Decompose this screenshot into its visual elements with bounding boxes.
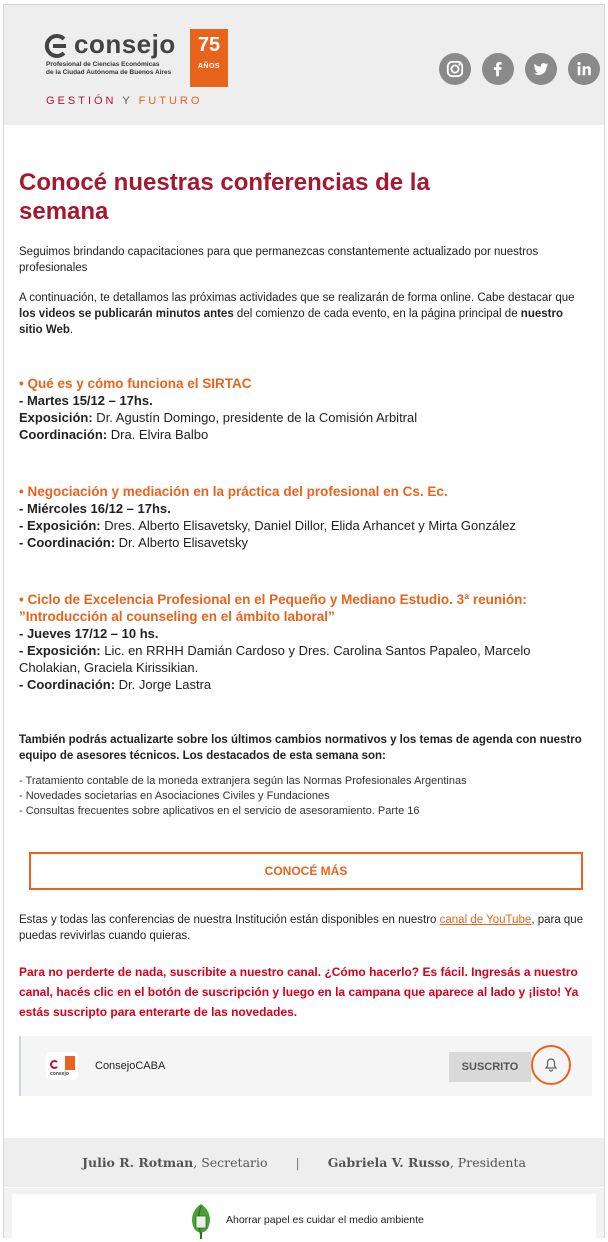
avatar-wordmark: consejo — [50, 1071, 69, 1077]
list-item: - Tratamiento contable de la moneda extranjera según las Normas Profesionales Argentinas — [19, 775, 467, 787]
event-1-coordination — [19, 426, 589, 443]
slogan-word-1: GESTIÓN — [46, 95, 117, 107]
event-2-coord-text: Dr. Alberto Elisavetsky — [115, 535, 248, 550]
consejo-c-icon — [44, 33, 70, 59]
event-1-title: • Qué es y cómo funciona el SIRTAC — [19, 376, 252, 391]
event-3-date-text: - Jueves 17/12 – 10 hs. — [19, 626, 159, 641]
event-3-exp-label: - Exposición: — [19, 643, 101, 658]
event-1-date — [19, 392, 589, 409]
anniversary-badge — [190, 29, 228, 87]
mini-logo-c-icon — [50, 1060, 59, 1069]
event-1-coord-text: Dra. Elvira Balbo — [107, 427, 209, 442]
youtube-text-b: , para que puedas revivirlas cuando quieras. — [19, 914, 584, 942]
youtube-text-a: Estas y todas las conferencias de nuestra Institución están disponibles en nuestro — [19, 914, 440, 926]
leaf-paper-icon — [186, 1202, 216, 1240]
event-2-title: • Negociación y mediación en la práctica del profesional en Cs. Ec. — [19, 484, 448, 499]
youtube-paragraph — [19, 912, 589, 944]
signatory-2 — [328, 1155, 526, 1170]
bell-icon — [543, 1057, 559, 1073]
intro2-bold-b: los videos se publicarán minutos antes — [19, 308, 234, 320]
event-3-exp-text: Lic. en RRHH Damián Cardoso y Dres. Carolina Santos Papaleo, Marcelo Cholakian, Graciela Kirissikian. — [19, 643, 531, 675]
intro2-text-e: . — [69, 324, 74, 336]
event-2-exp-label: - Exposición: — [19, 518, 101, 533]
event-2 — [19, 483, 589, 551]
mini-logo-75-icon — [65, 1056, 75, 1070]
youtube-channel-link[interactable]: canal de YouTube — [439, 914, 532, 926]
event-1 — [19, 375, 589, 443]
event-2-exp-text: Dres. Alberto Elisavetsky, Daniel Dillor, Elida Arhancet y Mirta González — [100, 518, 516, 533]
event-2-coordination — [19, 534, 589, 551]
email-header — [4, 5, 604, 125]
signatory-1 — [82, 1155, 267, 1170]
instagram-icon[interactable] — [439, 53, 471, 85]
logo-slogan — [46, 95, 202, 107]
logo-subtitle-2: de la Ciudad Autónoma de Buenos Aires — [46, 69, 172, 76]
advisors-list — [19, 774, 589, 819]
linkedin-icon[interactable] — [568, 53, 600, 85]
signature-footer — [4, 1138, 604, 1187]
event-2-date — [19, 500, 589, 517]
event-3-date — [19, 625, 589, 642]
eco-message: Ahorrar papel es cuidar el medio ambiente — [226, 1214, 424, 1226]
subscribed-button[interactable]: SUSCRITO — [449, 1052, 531, 1082]
channel-name[interactable]: ConsejoCABA — [95, 1060, 166, 1072]
slogan-word-2: Y — [122, 95, 133, 107]
advisors-heading: También podrás actualizarte sobre los últimos cambios normativos y los temas de agenda con nuestro equipo de asesores técnicos. Los destacados de esta semana son: — [19, 734, 582, 762]
advisors-section — [19, 732, 589, 819]
anniversary-number: 75 — [197, 34, 221, 56]
event-3-coord-label: - Coordinación: — [19, 677, 116, 692]
facebook-icon[interactable] — [482, 53, 514, 85]
list-item: - Consultas frecuentes sobre aplicativos en el servicio de asesoramiento. Parte 16 — [19, 805, 420, 817]
page-title: Conocé nuestras conferencias de la semana — [19, 169, 430, 225]
notification-bell-button[interactable] — [531, 1045, 571, 1085]
intro2-text-a: A continuación, te detallamos las próximas actividades que se realizarán de forma online. Cabe destacar que — [19, 292, 575, 304]
subscribe-note: Para no perderte de nada, suscribite a nuestro canal. ¿Cómo hacerlo? Es fácil. Ingresás a nuestro canal, hacés clic en el botón de suscripción y luego en la campana que aparece al lado y ¡listo! Ya estás suscripto para enterarte de las novedades. — [19, 965, 579, 1019]
anniversary-label: AÑOS — [197, 63, 221, 70]
event-3 — [19, 591, 589, 693]
signatory-2-role: , Presidenta — [449, 1155, 526, 1170]
signatory-2-name: Gabriela V. Russo — [327, 1155, 450, 1170]
footer-separator: | — [295, 1155, 300, 1170]
intro-paragraph-1: Seguimos brindando capacitaciones para que permanezcas constantemente actualizado por nuestros profesionales — [19, 246, 539, 274]
event-2-date-text: - Miércoles 16/12 – 17hs. — [19, 501, 171, 516]
logo-subtitle-1: Profesional de Ciencias Económicas — [46, 61, 160, 68]
event-2-exposition — [19, 517, 589, 534]
event-3-coord-text: Dr. Jorge Lastra — [115, 677, 212, 692]
intro2-text-c: del comienzo de cada evento, en la página principal de — [233, 308, 521, 320]
intro2-bold-d: nuestro sitio Web — [19, 308, 563, 336]
consejo-logo[interactable] — [44, 29, 234, 113]
intro-paragraph-2 — [19, 290, 587, 338]
event-3-title: • Ciclo de Excelencia Profesional en el Pequeño y Mediano Estudio. 3ª reunión: ”Introducción al counseling en el ámbito laboral” — [19, 592, 527, 624]
twitter-icon[interactable] — [525, 53, 557, 85]
list-item: - Novedades societarias en Asociaciones Civiles y Fundaciones — [19, 790, 330, 802]
event-1-coord-label: Coordinación: — [19, 427, 108, 442]
event-1-date-text: - Martes 15/12 – 17hs. — [19, 393, 153, 408]
conoce-mas-button[interactable]: CONOCÉ MÁS — [29, 852, 583, 890]
eco-banner — [4, 1188, 604, 1238]
event-3-exposition — [19, 642, 589, 676]
event-2-coord-label: - Coordinación: — [19, 535, 116, 550]
youtube-channel-card — [19, 1036, 592, 1096]
signatory-1-role: , Secretario — [193, 1155, 268, 1170]
eco-banner-inner — [12, 1194, 596, 1238]
channel-avatar[interactable] — [46, 1052, 78, 1080]
event-1-exp-text: Dr. Agustín Domingo, presidente de la Comisión Arbitral — [92, 410, 418, 425]
event-1-exposition — [19, 409, 589, 426]
signatory-1-name: Julio R. Rotman — [82, 1155, 194, 1170]
event-3-coordination — [19, 676, 589, 693]
slogan-word-3: FUTURO — [138, 95, 203, 107]
event-1-exp-label: Exposición: — [19, 410, 93, 425]
logo-wordmark: consejo — [74, 29, 176, 59]
